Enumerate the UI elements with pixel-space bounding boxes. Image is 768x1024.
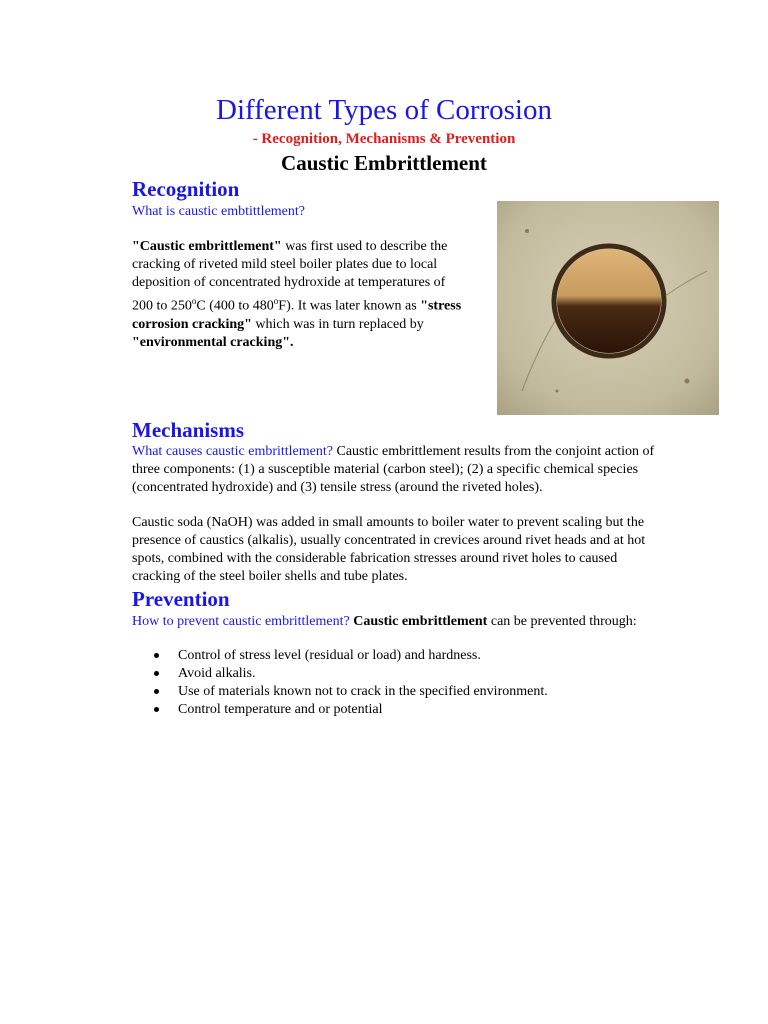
recognition-term-caustic: "Caustic embrittlement"	[132, 239, 282, 254]
recognition-paragraph	[132, 238, 461, 352]
list-item	[132, 647, 548, 665]
page-subtitle: - Recognition, Mechanisms & Prevention	[252, 131, 516, 147]
text: Caustic soda (NaOH) was added in small amounts to boiler water to prevent scaling but the	[132, 515, 645, 530]
mechanisms-heading: Mechanisms	[132, 418, 244, 442]
bullet-icon	[154, 671, 159, 676]
bullet-icon	[154, 689, 159, 694]
text: cracking of the steel boiler shells and tube plates.	[132, 569, 408, 584]
text: cracking of riveted mild steel boiler plates due to local	[132, 257, 438, 272]
list-item	[132, 701, 548, 719]
text: C (400 to 480	[196, 298, 274, 314]
degree-sup: o	[191, 296, 197, 306]
list-item-text: Avoid alkalis.	[178, 666, 256, 681]
list-item-text: Control temperature and or potential	[178, 702, 383, 717]
text: 200 to 250	[132, 298, 192, 314]
list-item-text: Control of stress level (residual or load) and hardness.	[178, 648, 481, 663]
bullet-icon	[154, 653, 159, 658]
prevention-paragraph	[132, 613, 637, 631]
text: presence of caustics (alkalis), usually concentrated in crevices around rivet heads and at hot	[132, 533, 646, 548]
recognition-question: What is caustic embtittlement?	[132, 204, 305, 219]
mechanisms-paragraph-1	[132, 443, 654, 497]
list-item	[132, 665, 548, 683]
list-item	[132, 683, 548, 701]
bullet-icon	[154, 707, 159, 712]
recognition-term-scc: corrosion cracking"	[132, 316, 252, 332]
prevention-term: Caustic embrittlement	[349, 614, 488, 629]
mechanisms-question: What causes caustic embrittlement?	[132, 444, 333, 459]
hole-interior	[557, 249, 661, 353]
text: Caustic embrittlement results from the conjoint action of	[332, 444, 655, 459]
recognition-heading: Recognition	[132, 177, 240, 201]
text: can be prevented through:	[487, 614, 637, 629]
list-item-text: Use of materials known not to crack in the specified environment.	[178, 684, 548, 699]
text: (concentrated hydroxide) and (3) tensile stress (around the riveted holes).	[132, 480, 543, 495]
pit	[685, 379, 690, 384]
degree-sup: o	[273, 296, 279, 306]
text: was first used to describe the	[281, 239, 448, 254]
rivet-hole-photo	[497, 201, 719, 415]
pit	[525, 229, 529, 233]
prevention-question: How to prevent caustic embrittlement?	[132, 614, 350, 629]
recognition-term-env: "environmental cracking".	[132, 334, 294, 350]
text: which was in turn replaced by	[251, 316, 424, 332]
page-title: Different Types of Corrosion	[216, 94, 552, 126]
text: spots, combined with the considerable fabrication stresses around rivet holes to caused	[132, 551, 618, 566]
topic-title: Caustic Embrittlement	[281, 151, 487, 175]
prevention-heading: Prevention	[132, 587, 230, 611]
mechanisms-paragraph-2	[132, 514, 645, 586]
prevention-list	[132, 647, 548, 719]
rivet-hole-image	[497, 201, 719, 415]
text: three components: (1) a susceptible material (carbon steel); (2) a specific chemical species	[132, 462, 639, 477]
recognition-term-stress: "stress	[420, 298, 462, 314]
text: F). It was later known as	[278, 298, 421, 314]
pit	[556, 390, 559, 393]
text: deposition of concentrated hydroxide at temperatures of	[132, 275, 446, 290]
